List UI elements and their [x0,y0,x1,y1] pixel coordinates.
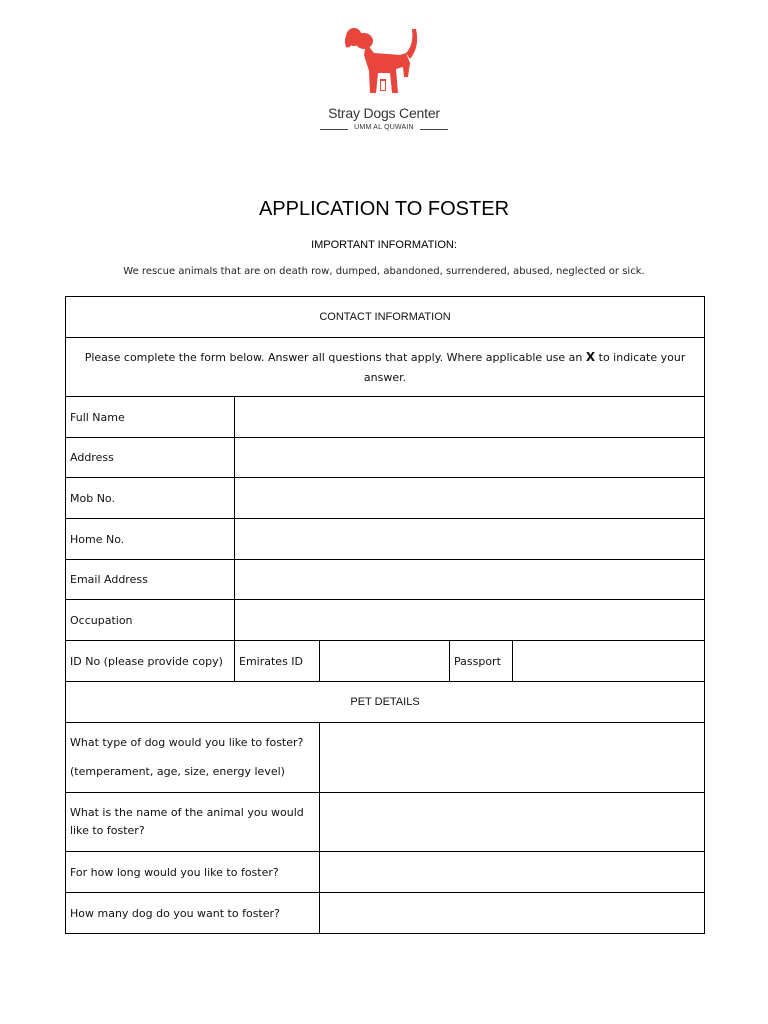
full-name-field[interactable] [235,397,705,438]
logo-divider-right [420,129,448,130]
mob-no-label: Mob No. [66,478,235,519]
pet-section-heading: PET DETAILS [66,682,705,723]
address-field[interactable] [235,438,705,478]
passport-label: Passport [450,641,513,682]
instructions-text-end: to indicate your answer. [363,350,686,384]
logo [318,25,450,140]
full-name-label: Full Name [66,397,235,438]
animal-name-answer-field[interactable] [320,793,705,852]
home-no-field[interactable] [235,519,705,560]
dog-count-answer-field[interactable] [320,893,705,934]
instructions-text-start: Please complete the form below. Answer all questions that apply. Where applicable use an [84,350,586,364]
dog-type-question [66,723,320,793]
dog-type-question-text: What type of dog would you like to foster? [70,736,304,749]
dog-type-answer-field[interactable] [320,723,705,793]
foster-duration-answer-field[interactable] [320,852,705,893]
page-title: APPLICATION TO FOSTER [258,198,510,220]
home-no-label: Home No. [66,519,235,560]
contact-section-heading: CONTACT INFORMATION [66,297,705,338]
occupation-field[interactable] [235,600,705,641]
mob-no-field[interactable] [235,478,705,519]
dog-type-question-hint: (temperament, age, size, energy level) [70,765,285,778]
email-field[interactable] [235,560,705,600]
id-no-label: ID No (please provide copy) [66,641,235,682]
form-instructions [66,338,705,397]
important-heading: IMPORTANT INFORMATION: [311,239,457,251]
animal-name-question: What is the name of the animal you would like to foster? [66,793,320,852]
logo-title: Stray Dogs Center [328,105,440,121]
email-label: Email Address [66,560,235,600]
foster-application-form [65,296,705,934]
dog-house-icon [340,25,430,97]
address-label: Address [66,438,235,478]
passport-field[interactable] [513,641,705,682]
logo-divider-left [320,129,348,130]
dog-count-question: How many dog do you want to foster? [66,893,320,934]
mission-note: We rescue animals that are on death row, dumped, abandoned, surrendered, abused, neglected or sick. [123,266,645,277]
emirates-id-field[interactable] [320,641,450,682]
logo-subtitle: UMM AL QUWAIN [354,124,414,131]
instructions-mark: X [585,349,596,364]
emirates-id-label: Emirates ID [235,641,320,682]
logo-subtitle-row [320,124,448,134]
foster-duration-question: For how long would you like to foster? [66,852,320,893]
occupation-label: Occupation [66,600,235,641]
